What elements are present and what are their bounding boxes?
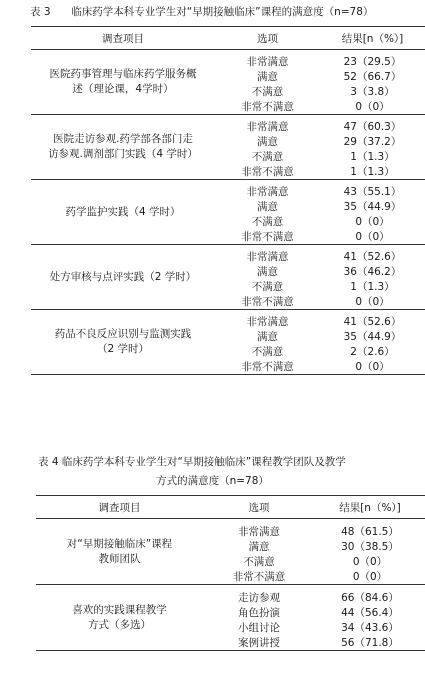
table3-item-cell — [31, 50, 215, 115]
table4-option-cell: 角色扮演 — [238, 607, 280, 619]
table3-result-cell: 1（1.3） — [350, 166, 395, 178]
table3-item-cell — [31, 180, 215, 245]
table3-header-result: 结果[n（%）] — [341, 32, 404, 45]
table4-option-cell: 非常不满意 — [232, 571, 286, 583]
table3-result-cell: 43（55.1） — [343, 186, 402, 198]
table3-item-cell — [31, 245, 215, 310]
table3-option-cell: 非常满意 — [246, 121, 289, 133]
table4-row — [36, 585, 425, 606]
table4-header-row — [36, 496, 425, 519]
table4-result-cell: 48（61.5） — [341, 526, 399, 538]
table3-result-cell: 0（0） — [355, 101, 390, 113]
table4-option-cell: 不满意 — [243, 556, 275, 568]
table3-option-cell: 不满意 — [251, 216, 284, 228]
table4-result-cell: 44（56.4） — [341, 607, 399, 619]
table3 — [31, 26, 425, 375]
table3-result-cell: 0（0） — [355, 296, 390, 308]
table4-caption-line2: 方式的满意度（n=78） — [156, 475, 269, 487]
table4-caption-line1: 表 4 临床药学本科专业学生对“早期接触临床”课程教学团队及教学 — [38, 456, 346, 468]
table3-caption — [30, 4, 425, 20]
table3-item-line: 述（理论课，4学时） — [72, 83, 174, 95]
table4-result-cell: 34（43.6） — [341, 622, 399, 634]
table3-option-cell: 非常不满意 — [241, 361, 294, 373]
table3-option-cell: 不满意 — [251, 86, 284, 98]
table3-option-cell: 非常满意 — [246, 186, 289, 198]
table4-result-cell: 66（84.6） — [341, 592, 399, 604]
table4-header-option: 选项 — [248, 501, 270, 514]
table4-header-result: 结果[n（%）] — [339, 501, 401, 514]
table3-option-cell: 满意 — [257, 201, 278, 213]
table3-result-cell: 0（0） — [355, 361, 390, 373]
table3-result-cell: 29（37.2） — [343, 136, 402, 148]
table4-row — [36, 519, 425, 540]
table3-option-cell: 非常不满意 — [241, 231, 294, 243]
table3-result-cell: 1（1.3） — [350, 281, 395, 293]
table4-item-line: 对“早期接触临床”课程 — [66, 537, 173, 550]
table3-row — [31, 310, 425, 330]
table3-result-cell: 52（66.7） — [343, 71, 402, 83]
table3-result-cell: 35（44.9） — [343, 331, 402, 343]
table4-item-cell — [36, 519, 203, 585]
table3-row — [31, 180, 425, 200]
table4-item-line: 喜欢的实践课程教学 — [72, 603, 167, 616]
table3-result-cell: 0（0） — [355, 216, 390, 228]
table3-item-cell — [31, 115, 215, 180]
table3-header-row — [31, 27, 425, 50]
table3-result-cell: 35（44.9） — [343, 201, 402, 213]
table3-option-cell: 非常不满意 — [241, 296, 294, 308]
table3-row — [31, 245, 425, 265]
table3-option-cell: 满意 — [257, 71, 278, 83]
table3-option-cell: 不满意 — [251, 346, 284, 358]
table3-result-cell: 3（3.8） — [350, 86, 395, 98]
table4-result-cell: 0（0） — [352, 556, 388, 568]
table4-result-cell: 30（38.5） — [341, 541, 399, 553]
table3-caption-label: 表 3 — [30, 6, 51, 18]
table3-option-cell: 非常满意 — [246, 251, 289, 263]
table3-option-cell: 不满意 — [251, 281, 284, 293]
table3-result-cell: 47（60.3） — [343, 121, 402, 133]
table3-row — [31, 50, 425, 70]
table3-result-cell: 2（2.6） — [350, 346, 395, 358]
table3-item-line: 医院走访参观.药学部各部门走 — [53, 133, 193, 145]
table4 — [36, 495, 425, 651]
table3-result-cell: 0（0） — [355, 231, 390, 243]
table3-caption-text: 临床药学本科专业学生对“早期接触临床”课程的满意度（n=78） — [71, 6, 374, 18]
table3-result-cell: 41（52.6） — [343, 316, 402, 328]
table4-option-cell: 非常满意 — [238, 526, 280, 538]
table3-option-cell: 满意 — [257, 136, 278, 148]
table4-header-item: 调查项目 — [98, 501, 141, 514]
table4-item-line: 方式（多选） — [88, 618, 151, 631]
table3-result-cell: 36（46.2） — [343, 266, 402, 278]
table4-item-line: 教师团队 — [98, 552, 141, 565]
table3-result-cell: 23（29.5） — [343, 56, 402, 68]
table3-header-option: 选项 — [257, 32, 278, 45]
table4-item-cell — [36, 585, 203, 651]
table4-option-cell: 满意 — [248, 541, 270, 553]
table3-header-item: 调查项目 — [102, 32, 144, 45]
table3-option-cell: 不满意 — [251, 151, 284, 163]
table3-option-cell: 满意 — [257, 331, 278, 343]
table3-item-line: 医院药事管理与临床药学服务概 — [49, 68, 197, 80]
table3-option-cell: 非常不满意 — [241, 101, 294, 113]
table3-option-cell: 非常不满意 — [241, 166, 294, 178]
table3-item-line: （2 学时） — [96, 343, 150, 355]
table3-item-line: 处方审核与点评实践（2 学时） — [49, 270, 197, 283]
table4-option-cell: 小组讨论 — [238, 622, 280, 634]
table4-option-cell: 走访参观 — [238, 592, 280, 604]
table3-option-cell: 非常满意 — [246, 316, 289, 328]
table3-row — [31, 115, 425, 135]
table3-item-line: 药品不良反应识别与监测实践 — [54, 328, 192, 340]
table3-result-cell: 41（52.6） — [343, 251, 402, 263]
table4-option-cell: 案例讲授 — [238, 637, 280, 649]
table3-item-cell — [31, 310, 215, 375]
table4-result-cell: 56（71.8） — [341, 637, 399, 649]
table3-item-line: 药学监护实践（4 学时） — [65, 205, 181, 218]
table3-option-cell: 满意 — [257, 266, 278, 278]
table4-result-cell: 0（0） — [352, 571, 388, 583]
table3-item-line: 访参观.调剂部门实践（4 学时） — [48, 148, 198, 160]
table3-option-cell: 非常满意 — [246, 56, 289, 68]
table3-result-cell: 1（1.3） — [350, 151, 395, 163]
